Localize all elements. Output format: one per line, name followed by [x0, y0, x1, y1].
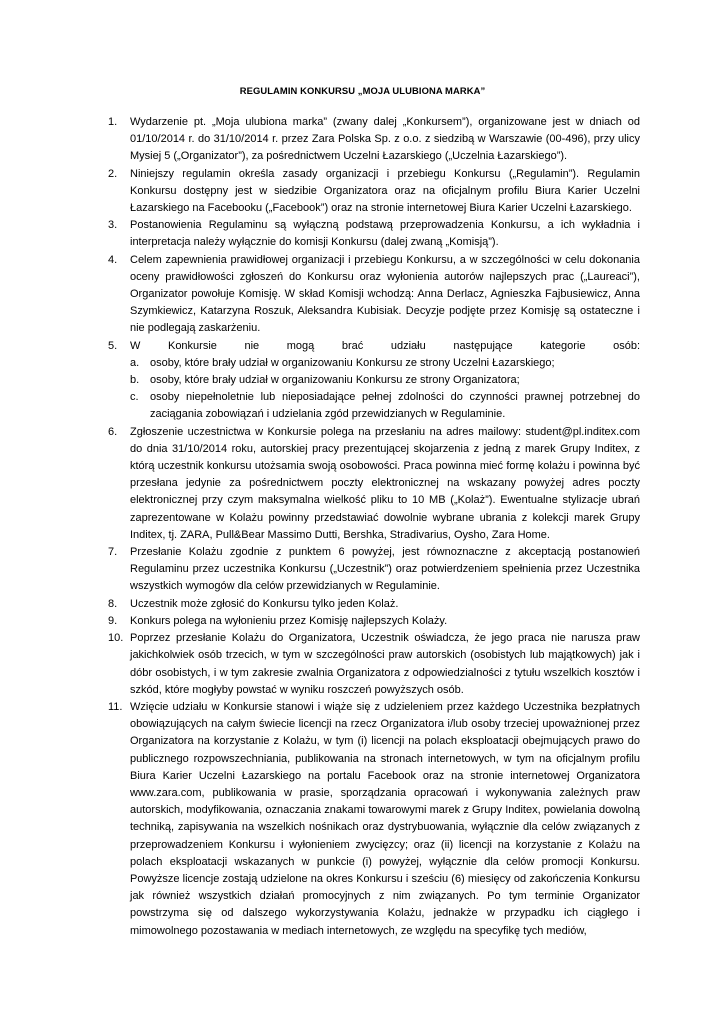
list-item — [0, 217, 725, 251]
rules-list — [0, 114, 725, 940]
list-item — [0, 252, 725, 338]
item-number: 7. — [108, 546, 118, 559]
item-text: Celem zapewnienia prawidłowej organizacji i przebiegu Konkursu, a w szczególności w celu dokonania oceny prawidłowości zgłoszeń do Konkursu oraz wyłonienia autorów najlepszych prac („Laureaci”), Organizator powołuje Komisję. W skład Komisji wchodzą: Anna Derlacz, Agnieszka Fajbusiewicz, Anna Szymkiewicz, Katarzyna Roszuk, Aleksandra Kubisiak. Decyzje podjęte przez Komisję są ostateczne i nie podlegają zaskarżeniu. — [130, 253, 640, 335]
sub-list-item — [0, 355, 725, 372]
item-text: Zgłoszenie uczestnictwa w Konkursie polega na przesłaniu na adres mailowy: student@pl.inditex.com do dnia 31/10/2014 roku, autorskiej pracy prezentującej skojarzenia z jedną z marek Grupy Inditex, z którą uczestnik konkursu utożsamia swoją osobowości. Praca powinna mieć formę kolażu i powinna być przesłana jedynie za pośrednictwem poczty elektronicznej na wskazany powyżej adres poczty elektronicznej przy czym maksymalna wielkość pliku to 10 MB („Kolaż”). Ewentualne stylizacje ubrań zaprezentowane w Kolażu powinny przedstawiać dowolnie wybrane ubrania z kolekcji marek Grupy Inditex, tj. ZARA, Pull&Bear Massimo Dutti, Bershka, Stradivarius, Oysho, Zara Home. — [130, 425, 640, 541]
list-item — [0, 699, 725, 940]
list-item — [0, 338, 725, 355]
item-text: Postanowienia Regulaminu są wyłączną podstawą przeprowadzenia Konkursu, a ich wykładnia i interpretacja należy wyłącznie do komisji Konkursu (dalej zwaną „Komisją”). — [130, 219, 640, 249]
list-item — [0, 166, 725, 218]
sub-item-text: osoby niepełnoletnie lub nieposiadające pełnej zdolności do czynności prawnej potrzebnej do zaciągania zobowiązań i udzielania zgód przewidzianych w Regulaminie. — [150, 391, 640, 421]
item-number: 11. — [108, 700, 123, 713]
item-number: 2. — [108, 167, 118, 180]
list-item — [0, 424, 725, 544]
item-number: 4. — [108, 253, 118, 266]
item-number: 8. — [108, 597, 118, 610]
item-text: Wzięcie udziału w Konkursie stanowi i wiąże się z udzieleniem przez każdego Uczestnika bezpłatnych obowiązujących na całym świecie licencji na rzecz Organizatora i/lub osoby trzeciej upoważnionej przez Organizatora na korzystanie z Kolażu, w tym (i) licencji na polach eksploatacji obejmujących prawo do publicznego rozpowszechniania, publikowania na stronach internetowych, w tym na oficjalnym profilu Biura Karier Uczelni Łazarskiego na portalu Facebook oraz na stronie internetowej Organizatora www.zara.com, publikowania w prasie, sporządzania opracowań i wykonywania zależnych praw autorskich, modyfikowania, oznaczania znakami towarowymi marek z Grupy Inditex, powielania dowolną techniką, zapisywania na wszelkich nośnikach oraz dystrybuowania, wyłącznie dla celów związanych z przeprowadzeniem Konkursu i wyłonieniem zwycięzcy; oraz (ii) licencji na korzystanie z Kolażu na polach eksploatacji wskazanych w punkcie (i) powyżej, wyłącznie dla celów promocji Konkursu. Powyższe licencje zostają udzielone na okres Konkursu i sześciu (6) miesięcy od zakończenia Konkursu jak również wszystkich działań promocyjnych z nim związanych. Po tym terminie Organizator powstrzyma się od dalszego wykorzystywania Kolażu, jednakże w przypadku ich ciągłego i mimowolnego pozostawania w mediach internetowych, ze względu na specyfikę tych mediów, — [130, 700, 640, 937]
item-text: W Konkursie nie mogą brać udziału następujące kategorie osób: — [130, 339, 640, 352]
item-number: 3. — [108, 219, 118, 232]
item-number: 10. — [108, 632, 124, 645]
sub-item-text: osoby, które brały udział w organizowaniu Konkursu ze strony Organizatora; — [150, 374, 520, 387]
list-item — [0, 114, 725, 166]
item-number: 6. — [108, 425, 118, 438]
list-item — [0, 596, 725, 613]
sub-list-item — [0, 389, 725, 423]
item-text: Uczestnik może zgłosić do Konkursu tylko jeden Kolaż. — [130, 597, 399, 610]
sub-item-letter: b. — [130, 374, 140, 387]
sub-item-letter: c. — [130, 391, 139, 404]
sub-item-letter: a. — [130, 356, 140, 369]
item-number: 1. — [108, 116, 118, 128]
list-item — [0, 544, 725, 596]
sub-item-text: osoby, które brały udział w organizowaniu Konkursu ze strony Uczelni Łazarskiego; — [150, 356, 555, 369]
item-text: Niniejszy regulamin określa zasady organizacji i przebiegu Konkursu („Regulamin”). Regulamin Konkursu dostępny jest w siedzibie Organizatora oraz na oficjalnym profilu Biura Karier Uczelni Łazarskiego na Facebooku („Facebook”) oraz na stronie internetowej Biura Karier Uczelni Łazarskiego. — [130, 167, 640, 215]
item-text: Wydarzenie pt. „Moja ulubiona marka” (zwany dalej „Konkursem”), organizowane jest w dniach od 01/10/2014 r. do 31/10/2014 r. przez Zara Polska Sp. z o.o. z siedzibą w Warszawie (00-496), przy ulicy Mysiej 5 („Organizator”), za pośrednictwem Uczelni Łazarskiego („Uczelnia Łazarskiego”). — [130, 116, 640, 163]
item-number: 9. — [108, 614, 118, 627]
list-item — [0, 630, 725, 699]
item-text: Poprzez przesłanie Kolażu do Organizatora, Uczestnik oświadcza, że jego praca nie narusza praw jakichkolwiek osób trzecich, w tym w szczególności praw autorskich (osobistych lub majątkowych) jak i dóbr osobistych, i w tym zakresie zwalnia Organizatora z odpowiedzialności z tytułu wszelkich kosztów i szkód, które mogłyby powstać w wyniku roszczeń powyższych osób. — [130, 632, 640, 696]
list-item — [0, 613, 725, 630]
item-text: Przesłanie Kolażu zgodnie z punktem 6 powyżej, jest równoznaczne z akceptacją postanowień Regulaminu przez uczestnika Konkursu („Uczestnik”) oraz potwierdzeniem spełnienia przez Uczestnika wszystkich wymogów dla celów przewidzianych w Regulaminie. — [130, 546, 640, 593]
item-number: 5. — [108, 339, 118, 352]
sub-list-item — [0, 372, 725, 389]
document-title: REGULAMIN KONKURSU „MOJA ULUBIONA MARKA” — [239, 85, 486, 96]
item-text: Konkurs polega na wyłonieniu przez Komisję najlepszych Kolaży. — [130, 614, 448, 627]
